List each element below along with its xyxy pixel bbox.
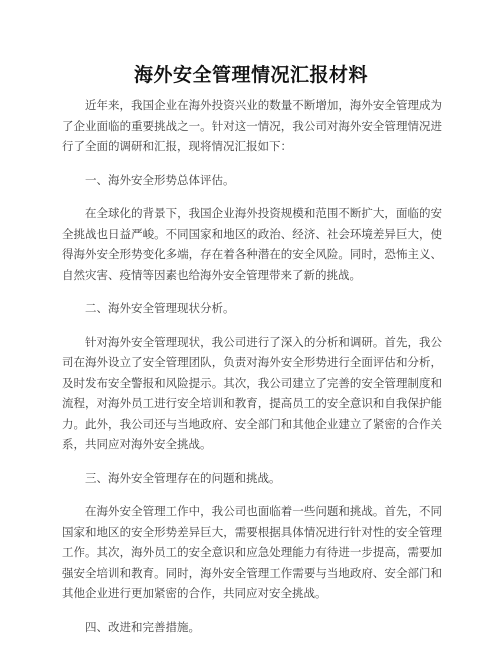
section-paragraph-2: 针对海外安全管理现状，我公司进行了深入的分析和调研。首先，我公司在海外设立了安全管理团队，负责对海外安全形势进行全面评估和分析，及时发布安全警报和风险提示。其次，我公司建立了完善的安全管理制度和流程，对海外员工进行安全培训和教育，提高员工的安全意识和自我保护能力。此外，我公司还与当地政府、安全部门和其他企业建立了紧密的合作关系，共同应对海外安全挑战。 bbox=[62, 334, 442, 451]
intro-paragraph: 近年来，我国企业在海外投资兴业的数量不断增加，海外安全管理成为了企业面临的重要挑战之一。针对这一情况，我公司对海外安全管理情况进行了全面的调研和汇报，现将情况汇报如下： bbox=[62, 98, 442, 153]
section-paragraph-3: 在海外安全管理工作中，我公司也面临着一些问题和挑战。首先，不同国家和地区的安全形势差异巨大，需要根据具体情况进行针对性的安全管理工作。其次，海外员工的安全意识和应急处理能力有待进一步提高，需要加强安全培训和教育。同时，海外安全管理工作需要与当地政府、安全部门和其他企业进行更加紧密的合作，共同应对安全挑战。 bbox=[62, 504, 442, 600]
section-heading-2: 二、海外安全管理现状分析。 bbox=[85, 301, 235, 315]
section-heading-3: 三、海外安全管理存在的问题和挑战。 bbox=[85, 470, 281, 485]
section-heading-1: 一、海外安全形势总体评估。 bbox=[85, 172, 235, 187]
section-paragraph-1: 在全球化的背景下，我国企业海外投资规模和范围不断扩大，面临的安全挑战也日益严峻。不同国家和地区的政治、经济、社会环境差异巨大，使得海外安全形势变化多端，存在着各种潜在的安全风险。同时，恐怖主义、自然灾害、疫情等因素也给海外安全管理带来了新的挑战。 bbox=[62, 206, 442, 282]
section-heading-4: 四、改进和完善措施。 bbox=[85, 619, 200, 634]
document-body bbox=[62, 95, 442, 650]
document-title: 海外安全管理情况汇报材料 bbox=[133, 64, 368, 86]
